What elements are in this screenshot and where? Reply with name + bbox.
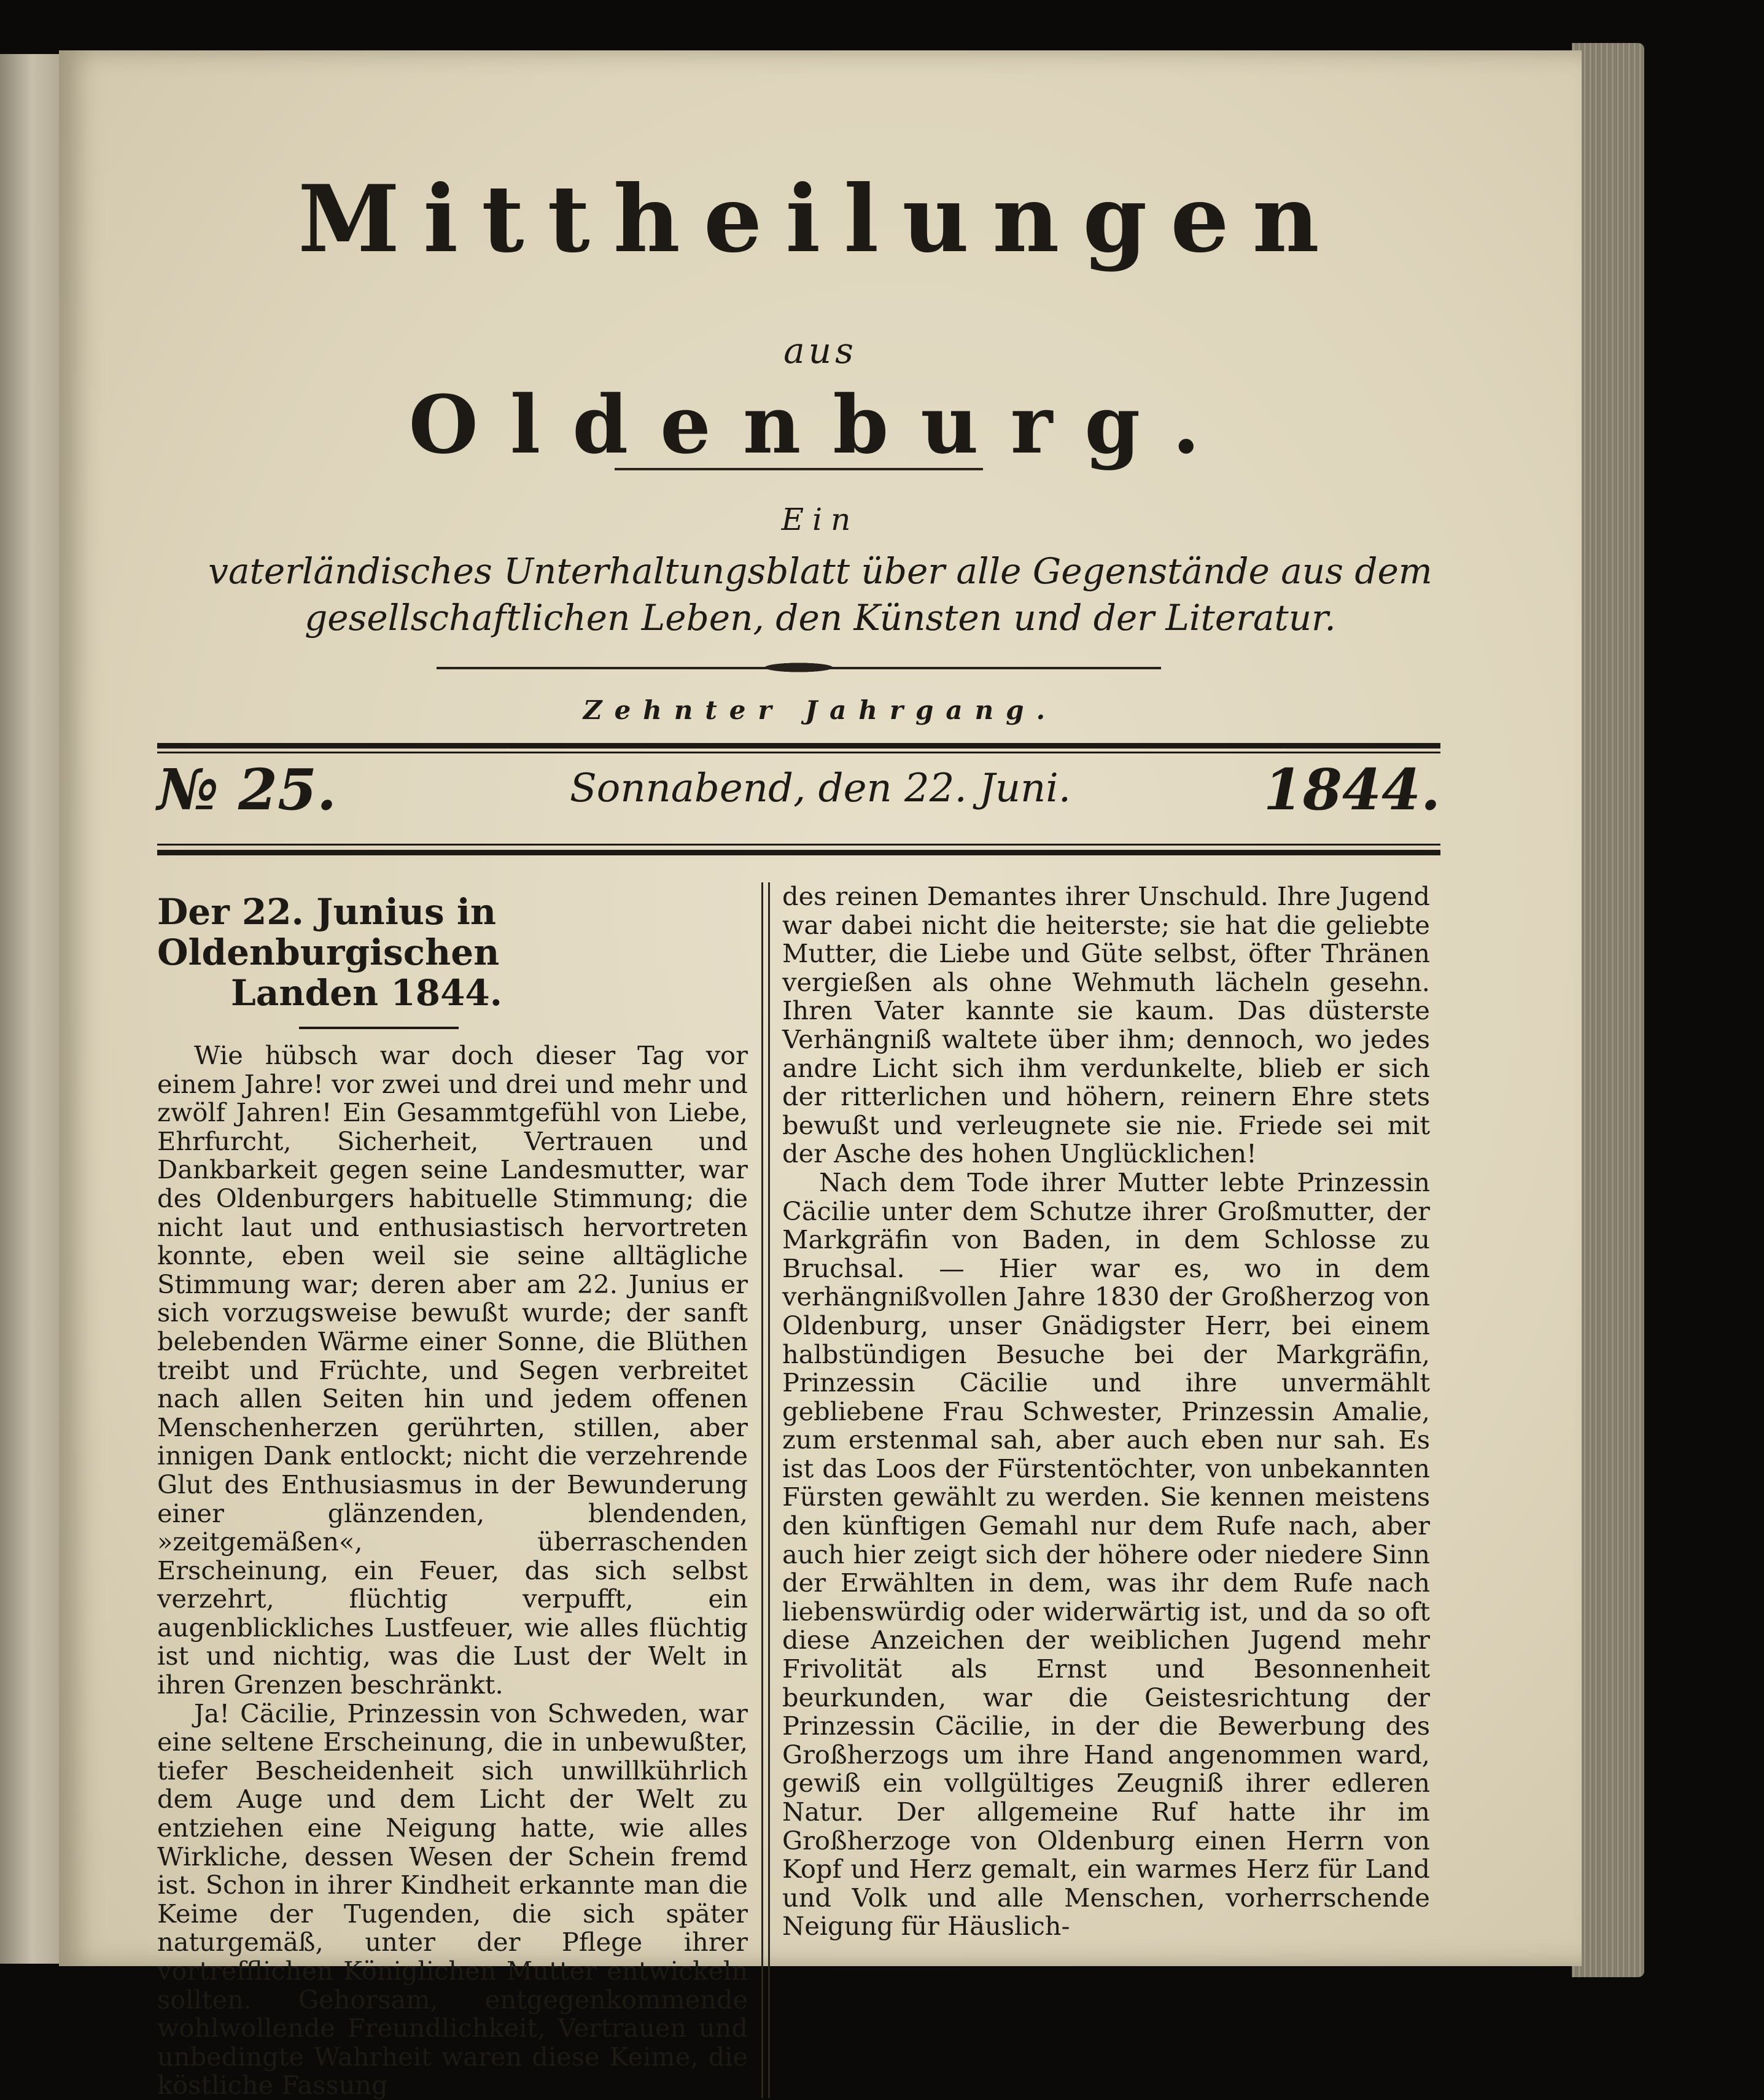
masthead-aus: aus <box>783 330 857 371</box>
subtitle-ein: Ein <box>781 502 860 537</box>
subtitle-description: vaterländisches Unterhaltungsblatt über alle Gegenstände aus dem gesellschaftlichen Leben, den Künsten und der Literatur. <box>208 550 1432 639</box>
issue-bar-bottom-rule-thin <box>157 844 1440 846</box>
article-title-line1: Der 22. Junius in Oldenburgischen <box>157 891 500 973</box>
issue-bar-top-rule-thin <box>157 752 1440 753</box>
ornamental-divider <box>437 658 1161 677</box>
article-paragraph: des reinen Demantes ihrer Unschuld. Ihre Jugend war dabei nicht die heiterste; sie hat die geliebte Mutter, die Liebe und Güte selbst, öfter Thränen vergießen als ohne Wehmuth lächeln gesehn. Ihren Vater kannte sie kaum. Das düsterste Verhängniß waltete über ihm; dennoch, wo jedes andre Licht sich ihm verdunkelte, blieb er sich der ritterlichen und höhern, reinern Ehre stets bewußt und verleugnete sie nie. Friede sei mit der Asche des hohen Unglücklichen! <box>782 881 1430 1169</box>
issue-number: № 25. <box>157 756 337 823</box>
article-paragraph: Ja! Cäcilie, Prinzessin von Schweden, war eine seltene Erscheinung, die in unbewußter, tiefer Bescheidenheit sich unwillkührlich dem Auge und dem Licht der Welt zu entziehen eine Neigung hatte, wie alles Wirkliche, dessen Wesen der Schein fremd ist. Schon in ihrer Kindheit erkannte man die Keime der Tugenden, die sich später naturgemäß, unter der Pflege ihrer vortrefflichen Königlichen Mutter entwickeln sollten. Gehorsam, entgegenkommende wohlwollende Freundlichkeit, Vertrauen und unbedingte Wahrheit waren diese Keime, die köstliche Fassung <box>157 1698 748 2100</box>
masthead-title: Mittheilungen <box>298 165 1343 273</box>
issue-bar-bottom-rule <box>157 850 1440 855</box>
column-divider <box>761 882 770 2098</box>
issue-bar-top-rule <box>157 743 1440 749</box>
article-paragraph: Wie hübsch war doch dieser Tag vor einem Jahre! vor zwei und drei und mehr und zwölf Jahren! Ein Gesammtgefühl von Liebe, Ehrfurcht, Sicherheit, Vertrauen und Dankbarkeit gegen seine Landesmutter, war des Oldenburgers habituelle Stimmung; die nicht laut und enthusiastisch hervortreten konnte, eben weil sie seine alltägliche Stimmung war; deren aber am 22. Junius er sich vorzugsweise bewußt wurde; der sanft belebenden Wärme einer Sonne, die Blüthen treibt und Früchte, und Segen verbreitet nach allen Seiten hin und jedem offenen Menschenherzen gerührten, stillen, aber innigen Dank entlockt; nicht die verzehrende Glut des Enthusiasmus in der Bewunderung einer glänzenden, blendenden, »zeitgemäßen«, überraschenden Erscheinung, ein Feuer, das sich selbst verzehrt, flüchtig verpufft, ein augenblickliches Lustfeuer, wie alles flüchtig ist und nichtig, was die Lust der Welt in ihren Grenzen beschränkt. <box>157 1040 748 1700</box>
newspaper-page <box>59 50 1582 2100</box>
article-title <box>157 892 748 1013</box>
article-left-column <box>157 885 748 2100</box>
issue-year: 1844. <box>1263 756 1440 823</box>
article-right-column <box>782 882 1430 1941</box>
article-title-underline <box>299 1027 459 1029</box>
article-paragraph: Nach dem Tode ihrer Mutter lebte Prinzessin Cäcilie unter dem Schutze ihrer Großmutter, der Markgräfin von Baden, in dem Schlosse zu Bruchsal. — Hier war es, wo in dem verhängnißvollen Jahre 1830 der Großherzog von Oldenburg, unser Gnädigster Herr, bei einem halbstündigen Besuche bei der Markgräfin, Prinzessin Cäcilie und ihre unvermählt gebliebene Frau Schwester, Prinzessin Amalie, zum erstenmal sah, aber auch eben nur sah. Es ist das Loos der Fürstentöchter, von unbekannten Fürsten gewählt zu werden. Sie kennen meistens den künftigen Gemahl nur dem Rufe nach, aber auch hier zeigt sich der höhere oder niedere Sinn der Erwählten in dem, was ihr dem Rufe nach liebenswürdig oder widerwärtig ist, und da so oft diese Anzeichen der weiblichen Jugend mehr Frivolität als Ernst und Besonnenheit beurkunden, war die Geistesrichtung der Prinzessin Cäcilie, in der die Bewerbung des Großherzogs um ihre Hand angenommen ward, gewiß ein vollgültiges Zeugniß ihrer edleren Natur. Der allgemeine Ruf hatte ihr im Großherzoge von Oldenburg einen Herrn von Kopf und Herz gemalt, ein warmes Herz für Land und Volk und alle Menschen, vorherrschende Neigung für Häuslich- <box>782 1167 1430 1942</box>
issue-date: Sonnabend, den 22. Juni. <box>569 766 1071 811</box>
masthead-rule <box>615 468 983 470</box>
volume-label: Zehnter Jahrgang. <box>583 695 1058 725</box>
adjacent-left-page <box>0 54 59 1964</box>
article-title-line2: Landen 1844. <box>231 972 502 1014</box>
masthead-city: Oldenburg. <box>408 378 1232 472</box>
book-page-edges <box>1572 43 1644 1977</box>
